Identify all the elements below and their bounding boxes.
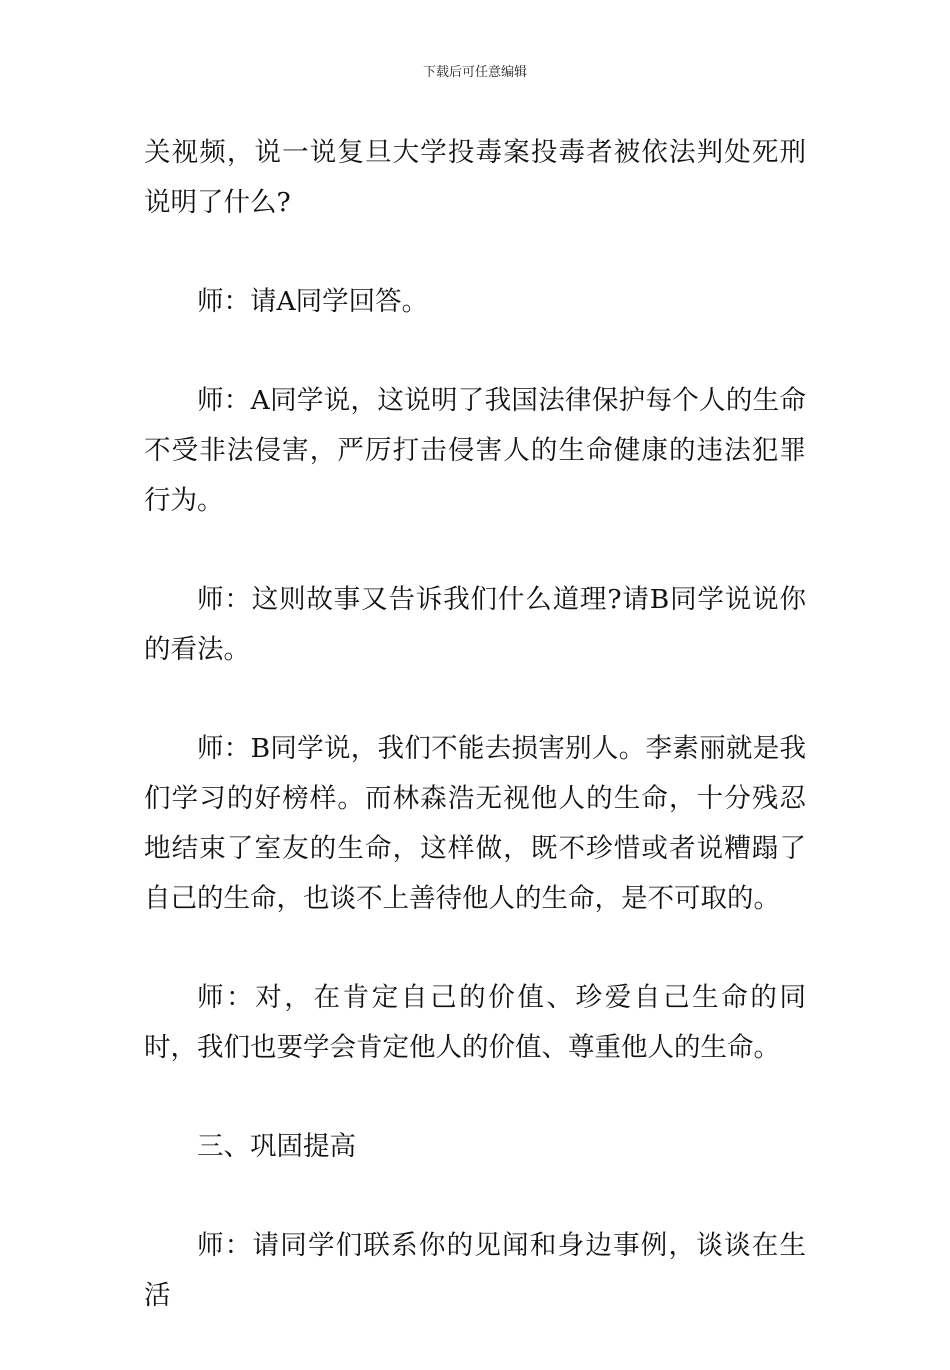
page-header: 下载后可任意编辑 <box>422 65 527 80</box>
section-heading: 三、巩固提高 <box>197 1131 356 1162</box>
paragraph-1: 关视频，说一说复旦大学投毒案投毒者被依法判处死刑说明了什么? <box>144 137 806 218</box>
paragraph-5: 师：B同学说，我们不能去损害别人。李素丽就是我们学习的好榜样。而林森浩无视他人的生命，十分残忍地结束了室友的生命，这样做，既不珍惜或者说糟蹋了自己的生命，也谈不上善待他人的生命，是不可取的。 <box>144 733 806 914</box>
paragraph-4: 师：这则故事又告诉我们什么道理?请B同学说说你的看法。 <box>144 584 806 665</box>
document-body <box>144 128 806 1370</box>
paragraph-3: 师：A同学说，这说明了我国法律保护每个人的生命不受非法侵害，严厉打击侵害人的生命健康的违法犯罪行为。 <box>144 385 806 516</box>
paragraph-6: 师：对，在肯定自己的价值、珍爱自己生命的同时，我们也要学会肯定他人的价值、尊重他人的生命。 <box>144 982 806 1063</box>
paragraph-2: 师：请A同学回答。 <box>197 286 429 317</box>
paragraph-8: 师：请同学们联系你的见闻和身边事例，谈谈在生活 <box>144 1230 806 1311</box>
